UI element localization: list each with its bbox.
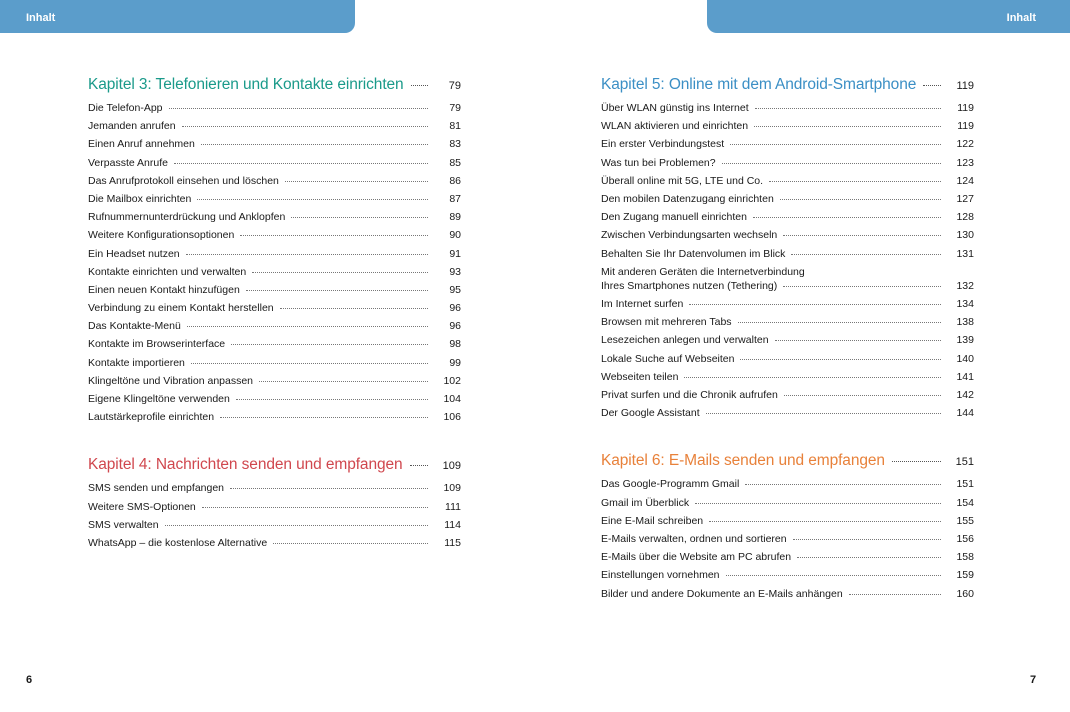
entry-label: Klingeltöne und Vibration anpassen: [88, 374, 254, 387]
leader-dots: [709, 521, 941, 522]
header-label-right: Inhalt: [1006, 12, 1036, 24]
toc-entry[interactable]: [601, 193, 974, 211]
entry-label: Kontakte im Browserinterface: [88, 338, 226, 351]
header-label-left: Inhalt: [26, 12, 56, 24]
entry-page-number: 87: [449, 192, 461, 205]
leader-dots: [730, 144, 941, 145]
entry-page-number: 115: [444, 536, 461, 549]
toc-entry[interactable]: [601, 551, 974, 569]
entry-page-number: 85: [449, 156, 461, 169]
entry-label: Eine E-Mail schreiben: [601, 514, 704, 527]
toc-entry[interactable]: [601, 334, 974, 352]
chapter-section: [88, 76, 461, 429]
leader-dots: [753, 217, 941, 218]
toc-entry[interactable]: [601, 211, 974, 229]
entry-label: Jemanden anrufen: [88, 120, 176, 133]
entry-label: Lokale Suche auf Webseiten: [601, 352, 735, 365]
toc-entry[interactable]: [88, 320, 461, 338]
chapter-heading[interactable]: [601, 452, 974, 474]
entry-page-number: 140: [956, 352, 974, 365]
toc-entry[interactable]: [88, 338, 461, 356]
entry-label: Browsen mit mehreren Tabs: [601, 316, 732, 329]
toc-entry[interactable]: [88, 519, 461, 537]
entry-page-number: 134: [956, 298, 974, 311]
entry-page-number: 98: [449, 338, 461, 351]
leader-dots: [174, 163, 428, 164]
entry-page-number: 131: [956, 247, 974, 260]
leader-dots: [791, 254, 941, 255]
leader-dots: [755, 108, 941, 109]
page-number-right: 7: [1030, 674, 1037, 686]
entry-label: E-Mails verwalten, ordnen und sortieren: [601, 532, 787, 545]
leader-dots: [186, 254, 428, 255]
leader-dots: [236, 399, 428, 400]
entry-page-number: 156: [956, 532, 974, 545]
entry-label: Das Kontakte-Menü: [88, 320, 181, 333]
leader-dots: [754, 126, 941, 127]
leader-dots: [220, 417, 428, 418]
entry-label: Über WLAN günstig ins Internet: [601, 102, 749, 114]
leader-dots: [240, 235, 428, 236]
entry-page-number: 155: [956, 514, 974, 527]
entry-page-number: 96: [449, 302, 461, 315]
entry-page-number: 139: [956, 334, 974, 347]
leader-dots: [285, 181, 428, 182]
toc-entry[interactable]: [88, 375, 461, 393]
entry-page-number: 96: [449, 320, 461, 333]
entry-label: Einen Anruf annehmen: [88, 138, 195, 151]
toc-entry[interactable]: [601, 248, 974, 266]
chapter-title: Kapitel 4: Nachrichten senden und empfangen: [88, 456, 403, 474]
toc-entry[interactable]: [88, 501, 461, 519]
chapter-heading[interactable]: [601, 76, 974, 98]
toc-entry[interactable]: [601, 353, 974, 371]
entry-label: Ein Headset nutzen: [88, 247, 180, 260]
leader-dots: [797, 557, 941, 558]
chapter-heading[interactable]: [88, 456, 461, 478]
leader-dots: [769, 181, 941, 182]
leader-dots: [783, 286, 941, 287]
toc-entry[interactable]: [88, 248, 461, 266]
toc-entry[interactable]: [601, 389, 974, 407]
entry-label: Was tun bei Problemen?: [601, 156, 716, 169]
leader-dots: [411, 85, 428, 86]
entry-page-number: 119: [957, 102, 974, 114]
toc-entry[interactable]: [601, 533, 974, 551]
entry-page-number: 91: [449, 247, 461, 260]
entry-label: SMS senden und empfangen: [88, 482, 225, 495]
entry-label: WLAN aktivieren und einrichten: [601, 120, 749, 133]
entry-label: WhatsApp – die kostenlose Alternative: [88, 536, 268, 549]
toc-entry[interactable]: [601, 371, 974, 389]
entry-label: Den Zugang manuell einrichten: [601, 211, 747, 224]
entry-label: Ein erster Verbindungstest: [601, 138, 725, 151]
entry-page-number: 102: [443, 374, 461, 387]
entry-label: Einstellungen vornehmen: [601, 569, 720, 582]
entry-page-number: 83: [449, 138, 461, 151]
toc-entry[interactable]: [601, 407, 974, 425]
leader-dots: [259, 381, 428, 382]
leader-dots: [231, 344, 428, 345]
entry-label: Überall online mit 5G, LTE und Co.: [601, 174, 764, 187]
entry-label: Zwischen Verbindungsarten wechseln: [601, 229, 778, 242]
toc-entry[interactable]: [88, 175, 461, 193]
leader-dots: [726, 575, 942, 576]
toc-entry[interactable]: [601, 515, 974, 533]
leader-dots: [191, 363, 428, 364]
entry-page-number: 154: [956, 496, 974, 509]
entry-page-number: 123: [956, 156, 974, 169]
leader-dots: [202, 507, 428, 508]
toc-entry[interactable]: [601, 229, 974, 247]
entry-label: Einen neuen Kontakt hinzufügen: [88, 283, 240, 296]
leader-dots: [201, 144, 428, 145]
entry-page-number: 99: [449, 356, 461, 369]
toc-entry[interactable]: [88, 229, 461, 247]
leader-dots: [273, 543, 428, 544]
entry-label: Weitere SMS-Optionen: [88, 500, 196, 513]
leader-dots: [892, 461, 941, 462]
toc-entry[interactable]: [88, 411, 461, 429]
entry-page-number: 109: [443, 482, 461, 495]
toc-entry[interactable]: [601, 497, 974, 515]
entry-page-number: 89: [449, 211, 461, 224]
entry-page-number: 95: [449, 283, 461, 296]
entry-label: Der Google Assistant: [601, 407, 700, 420]
chapter-title: Kapitel 5: Online mit dem Android-Smartphone: [601, 76, 917, 93]
entry-label: Lautstärkeprofile einrichten: [88, 411, 215, 424]
entry-page-number: 104: [443, 393, 461, 405]
entry-label-continued: Ihres Smartphones nutzen (Tethering): [601, 280, 778, 293]
leader-dots: [684, 377, 941, 378]
entry-page-number: 144: [956, 407, 974, 420]
chapter-section: [88, 456, 461, 555]
entry-label: Rufnummernunterdrückung und Anklopfen: [88, 211, 286, 224]
chapter-page-number: 79: [448, 80, 461, 92]
entry-page-number: 128: [956, 211, 974, 224]
header-tab-left: [0, 0, 355, 33]
leader-dots: [722, 163, 941, 164]
chapter-section: [601, 76, 974, 425]
leader-dots: [252, 272, 428, 273]
entry-page-number: 86: [449, 174, 461, 187]
leader-dots: [784, 395, 941, 396]
entry-label: Das Google-Programm Gmail: [601, 478, 740, 491]
leader-dots: [182, 126, 428, 127]
entry-page-number: 93: [449, 265, 461, 278]
entry-page-number: 160: [956, 587, 974, 600]
entry-page-number: 130: [956, 229, 974, 242]
toc-entry[interactable]: [88, 537, 461, 555]
entry-line: [601, 280, 974, 298]
leader-dots: [165, 525, 428, 526]
toc-entry[interactable]: [88, 138, 461, 156]
leader-dots: [695, 503, 941, 504]
entry-page-number: 159: [956, 569, 974, 582]
leader-dots: [410, 465, 428, 466]
toc-entry[interactable]: [601, 266, 974, 298]
toc-entry[interactable]: [88, 357, 461, 375]
leader-dots: [291, 217, 428, 218]
toc-entry[interactable]: [88, 284, 461, 302]
entry-label: Behalten Sie Ihr Datenvolumen im Blick: [601, 247, 786, 260]
toc-entry[interactable]: [601, 569, 974, 587]
chapter-title: Kapitel 3: Telefonieren und Kontakte einrichten: [88, 76, 404, 93]
leader-dots: [738, 322, 941, 323]
toc-entry[interactable]: [601, 175, 974, 193]
entry-page-number: 122: [956, 138, 974, 151]
leader-dots: [775, 340, 941, 341]
chapter-title: Kapitel 6: E-Mails senden und empfangen: [601, 452, 885, 470]
toc-entry[interactable]: [88, 120, 461, 138]
leader-dots: [780, 199, 941, 200]
toc-entry[interactable]: [601, 316, 974, 334]
toc-entry[interactable]: [88, 193, 461, 211]
entry-label: Den mobilen Datenzugang einrichten: [601, 192, 774, 205]
entry-page-number: 142: [956, 389, 974, 402]
entry-page-number: 138: [956, 316, 974, 329]
leader-dots: [197, 199, 428, 200]
entry-label: Kontakte einrichten und verwalten: [88, 265, 247, 278]
entry-label: Privat surfen und die Chronik aufrufen: [601, 389, 778, 402]
entry-page-number: 106: [443, 411, 461, 424]
entry-page-number: 141: [956, 370, 974, 383]
entry-page-number: 124: [956, 174, 974, 187]
entry-label: Im Internet surfen: [601, 298, 684, 311]
toc-column-right: [601, 76, 974, 633]
toc-entry[interactable]: [601, 138, 974, 156]
leader-dots: [923, 85, 941, 86]
leader-dots: [706, 413, 941, 414]
entry-label: Das Anrufprotokoll einsehen und löschen: [88, 174, 279, 187]
entry-label: Gmail im Überblick: [601, 496, 690, 509]
leader-dots: [187, 326, 428, 327]
toc-entry[interactable]: [88, 482, 461, 500]
toc-entry[interactable]: [88, 211, 461, 229]
entry-page-number: 127: [956, 192, 974, 205]
leader-dots: [169, 108, 428, 109]
toc-entry[interactable]: [88, 157, 461, 175]
chapter-heading[interactable]: [88, 76, 461, 98]
leader-dots: [230, 488, 428, 489]
entry-label: Bilder und andere Dokumente an E-Mails anhängen: [601, 587, 843, 600]
leader-dots: [246, 290, 428, 291]
entry-label: Lesezeichen anlegen und verwalten: [601, 334, 769, 347]
toc-entry[interactable]: [601, 478, 974, 496]
entry-page-number: 90: [449, 229, 461, 242]
toc-entry[interactable]: [601, 102, 974, 120]
chapter-page-number: 109: [442, 460, 461, 473]
chapter-section: [601, 452, 974, 605]
toc-entry[interactable]: [88, 102, 461, 120]
leader-dots: [745, 484, 941, 485]
leader-dots: [793, 539, 941, 540]
entry-page-number: 132: [956, 280, 974, 293]
leader-dots: [783, 235, 941, 236]
toc-entry[interactable]: [88, 393, 461, 411]
entry-label: Webseiten teilen: [601, 370, 679, 383]
toc-entry[interactable]: [601, 588, 974, 606]
entry-label: Verbindung zu einem Kontakt herstellen: [88, 302, 274, 315]
toc-entry[interactable]: [601, 298, 974, 316]
entry-page-number: 79: [449, 102, 461, 114]
entry-page-number: 119: [957, 120, 974, 133]
entry-label: Die Telefon-App: [88, 102, 163, 114]
toc-entry[interactable]: [601, 120, 974, 138]
leader-dots: [280, 308, 428, 309]
entry-label: Die Mailbox einrichten: [88, 192, 192, 205]
page-number-left: 6: [26, 674, 33, 686]
header-tab-right: [707, 0, 1070, 33]
leader-dots: [689, 304, 941, 305]
chapter-page-number: 151: [955, 456, 974, 469]
entry-page-number: 151: [956, 478, 974, 491]
toc-entry[interactable]: [601, 157, 974, 175]
toc-column-left: [88, 76, 461, 582]
entry-label: Weitere Konfigurationsoptionen: [88, 229, 235, 242]
toc-entry[interactable]: [88, 266, 461, 284]
entry-page-number: 111: [445, 500, 461, 513]
entry-label: SMS verwalten: [88, 518, 159, 531]
entry-label: Eigene Klingeltöne verwenden: [88, 393, 230, 405]
entry-label: Mit anderen Geräten die Internetverbindung: [601, 265, 805, 278]
entry-label: Kontakte importieren: [88, 356, 185, 369]
entry-page-number: 114: [444, 518, 461, 531]
chapter-page-number: 119: [956, 80, 974, 92]
entry-page-number: 81: [449, 120, 461, 133]
leader-dots: [849, 594, 941, 595]
entry-label: E-Mails über die Website am PC abrufen: [601, 551, 792, 564]
toc-entry[interactable]: [88, 302, 461, 320]
entry-page-number: 158: [956, 551, 974, 564]
leader-dots: [740, 359, 941, 360]
entry-label: Verpasste Anrufe: [88, 156, 168, 169]
